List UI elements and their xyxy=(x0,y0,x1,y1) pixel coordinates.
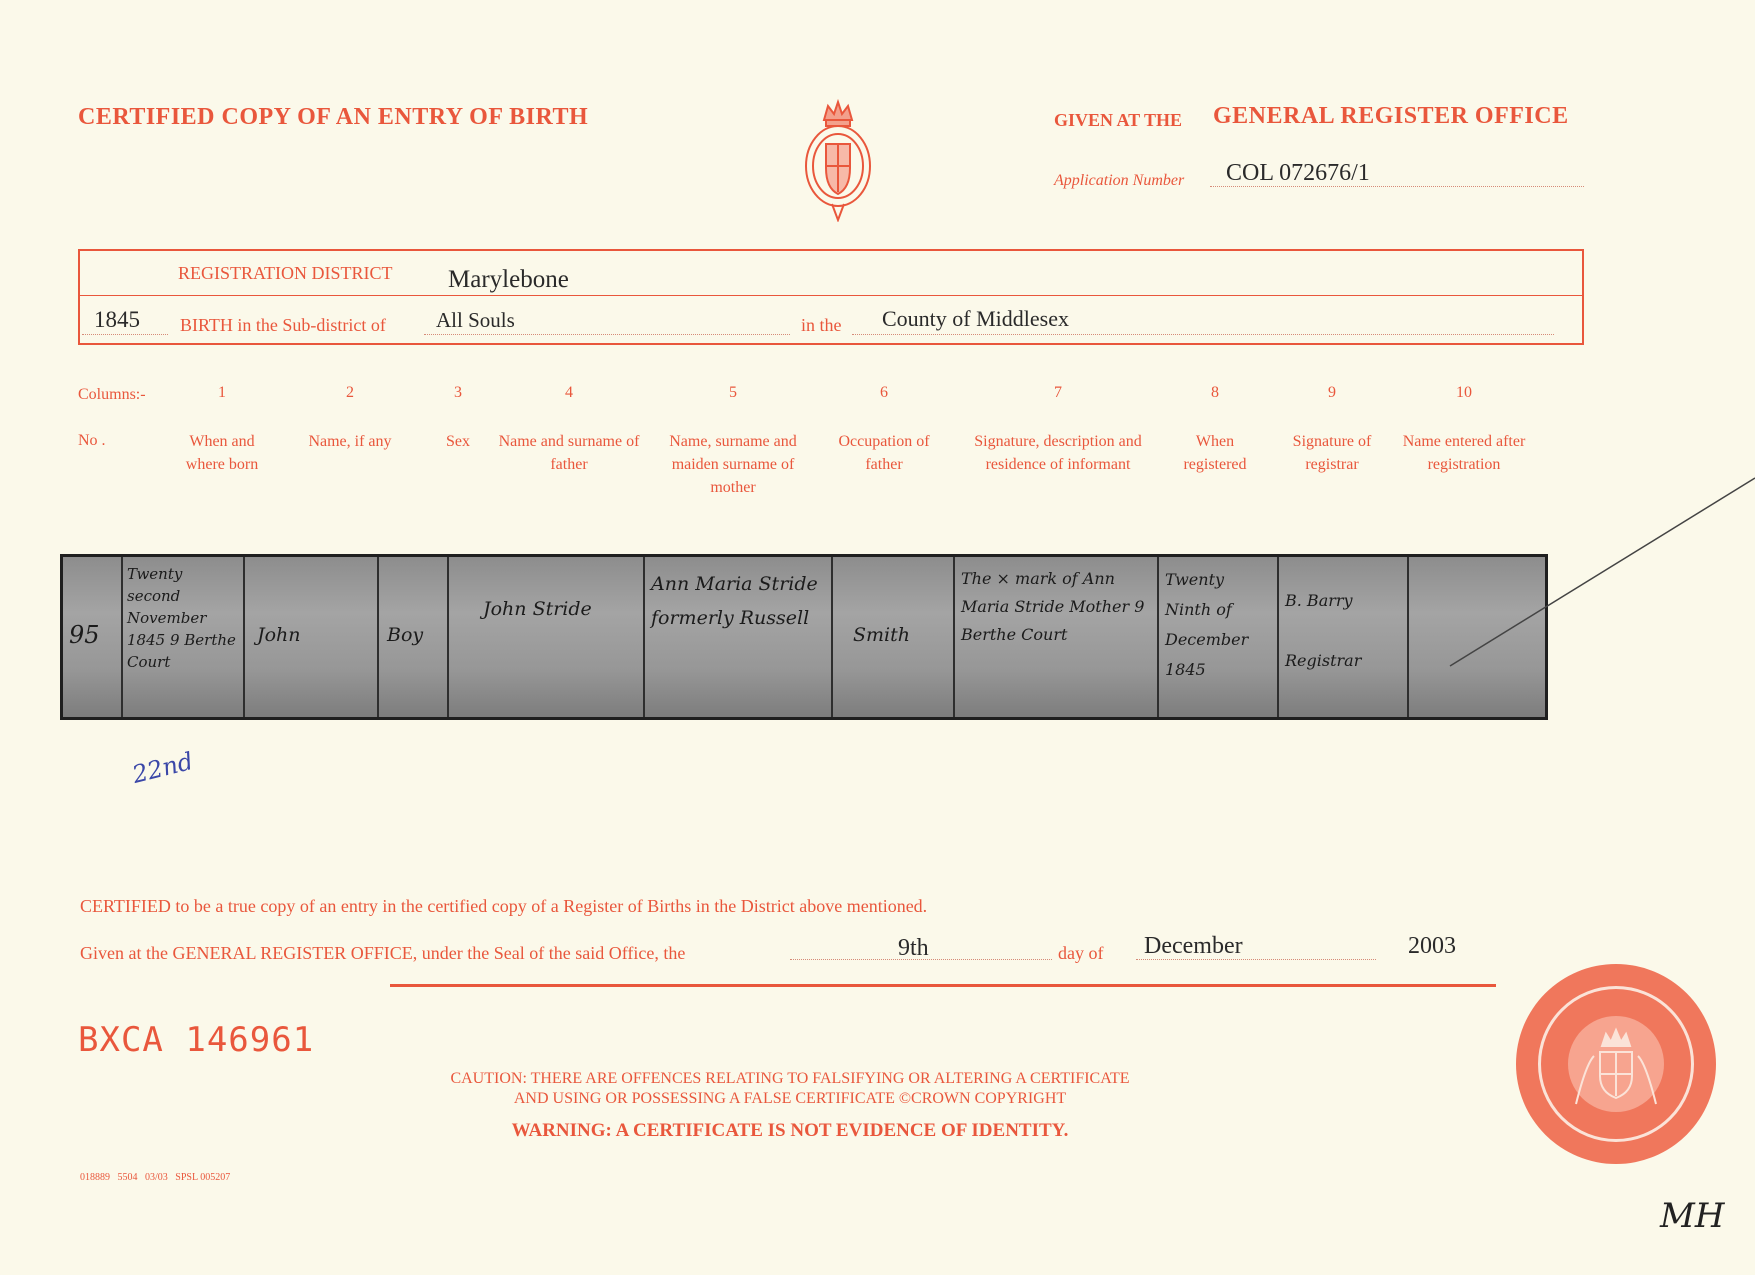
certified-statement: CERTIFIED to be a true copy of an entry in the certified copy of a Register of Births in the District above mentioned. xyxy=(80,896,928,916)
column-number: 2 xyxy=(346,384,354,401)
column-number: 10 xyxy=(1456,384,1472,401)
column-number: 9 xyxy=(1328,384,1336,401)
registration-year: 1845 xyxy=(94,307,140,332)
column-number: 8 xyxy=(1211,384,1219,401)
warning-text: WARNING: A CERTIFICATE IS NOT EVIDENCE OF IDENTITY. xyxy=(511,1120,1069,1141)
form-code: 018889 5504 03/03 SPSL 005207 xyxy=(80,1172,231,1183)
subdistrict-value: All Souls xyxy=(436,308,515,332)
register-entry-strip xyxy=(60,554,1548,720)
entry-annotation: 22nd xyxy=(129,746,196,790)
certification-day: 9th xyxy=(898,935,929,961)
entry-sex: Boy xyxy=(387,624,424,646)
pen-stroke xyxy=(1440,470,1755,680)
column-number: 6 xyxy=(880,384,888,401)
column-heading: Sex xyxy=(446,433,470,450)
certificate-title: CERTIFIED COPY OF AN ENTRY OF BIRTH xyxy=(78,104,589,130)
entry-when-where: Twenty second November 1845 9 Berthe Court xyxy=(127,565,236,671)
column-heading: Name entered after registration xyxy=(1402,433,1526,473)
column-heading: Name, if any xyxy=(308,433,392,450)
column-number: 7 xyxy=(1054,384,1062,401)
column-heading: Name and surname of father xyxy=(498,433,640,473)
entry-informant: The × mark of Ann Maria Stride Mother 9 Berthe Court xyxy=(961,569,1145,644)
column-number: 5 xyxy=(729,384,737,401)
certification-month: December xyxy=(1144,933,1243,959)
signature-rule xyxy=(390,984,1496,987)
registration-district-label: REGISTRATION DISTRICT xyxy=(178,263,393,283)
general-register-office-seal-icon xyxy=(1516,964,1716,1164)
given-at-label: GIVEN AT THE xyxy=(1054,110,1183,130)
county-value: County of Middlesex xyxy=(882,306,1069,331)
columns-label: Columns:- xyxy=(78,386,146,403)
entry-registrar: B. Barry Registrar xyxy=(1285,591,1362,670)
column-number: 1 xyxy=(218,384,226,401)
column-number: 4 xyxy=(565,384,573,401)
application-number-value: COL 072676/1 xyxy=(1226,160,1370,186)
no-label: No . xyxy=(78,432,106,449)
entry-number: 95 xyxy=(69,621,100,649)
application-number-label: Application Number xyxy=(1054,172,1185,189)
in-the-label: in the xyxy=(801,315,842,335)
entry-mother: Ann Maria Stride formerly Russell xyxy=(651,573,818,629)
entry-father: John Stride xyxy=(483,598,592,620)
handwritten-initials: MH xyxy=(1660,1196,1725,1236)
entry-name: John xyxy=(257,624,301,646)
column-heading: When and where born xyxy=(185,433,259,473)
birth-subdistrict-label: BIRTH in the Sub-district of xyxy=(180,315,386,335)
column-heading: Signature, description and residence of informant xyxy=(974,433,1142,473)
royal-crest-icon xyxy=(796,96,880,222)
day-of-label: day of xyxy=(1058,943,1104,963)
serial-number: BXCA 146961 xyxy=(78,1020,315,1060)
column-heading: Occupation of father xyxy=(838,433,930,473)
column-number: 3 xyxy=(454,384,462,401)
column-heading: When registered xyxy=(1183,433,1247,473)
entry-when-registered: Twenty Ninth of December 1845 xyxy=(1165,570,1249,679)
caution-line-1: CAUTION: THERE ARE OFFENCES RELATING TO FALSIFYING OR ALTERING A CERTIFICATE xyxy=(450,1070,1130,1087)
column-heading: Signature of registrar xyxy=(1292,433,1372,473)
column-heading: Name, surname and maiden surname of mother xyxy=(669,433,797,496)
entry-occupation: Smith xyxy=(853,624,910,646)
caution-line-2: AND USING OR POSSESSING A FALSE CERTIFICATE ©CROWN COPYRIGHT xyxy=(513,1090,1067,1107)
registration-district-value: Marylebone xyxy=(448,266,569,293)
office-title: GENERAL REGISTER OFFICE xyxy=(1213,103,1569,129)
certification-year: 2003 xyxy=(1408,933,1456,959)
given-statement: Given at the GENERAL REGISTER OFFICE, under the Seal of the said Office, the xyxy=(80,943,686,963)
